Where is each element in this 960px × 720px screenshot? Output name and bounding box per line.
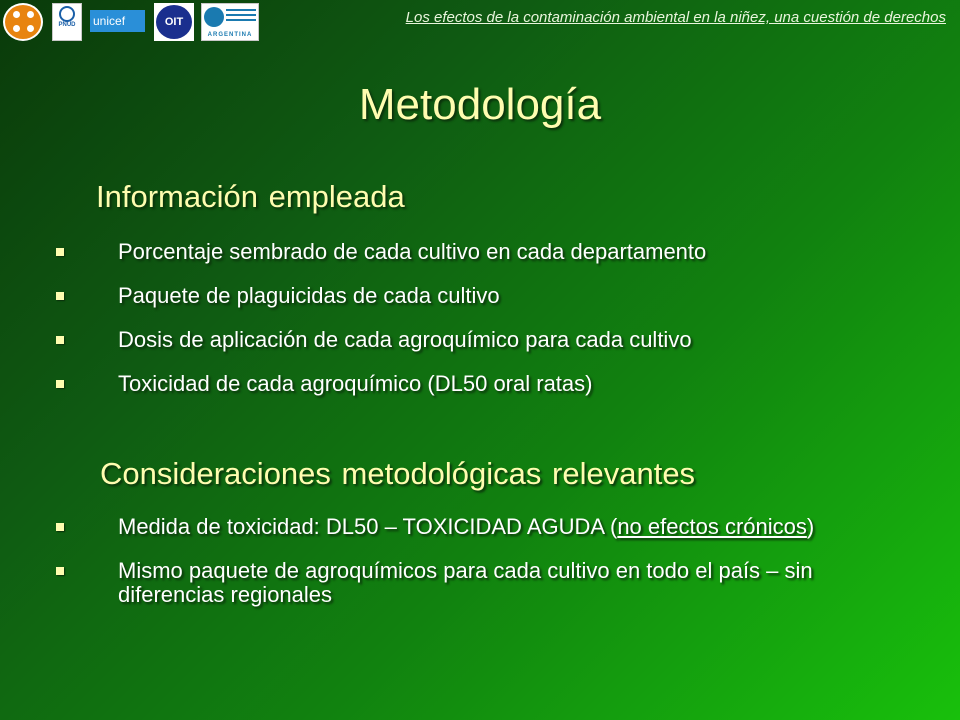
bullet-square-icon [56,248,64,256]
unicef-logo-text: unicef [93,14,126,28]
header-link[interactable]: Los efectos de la contaminación ambiental en la niñez, una cuestión de derechos [405,9,946,26]
oit-logo-text: OIT [156,5,192,39]
considerations-list [0,515,900,627]
list-item-text: Toxicidad de cada agroquímico (DL50 oral ratas) [118,371,593,396]
pnud-logo-icon [52,3,82,41]
section-heading-consideraciones: Consideraciones metodológicas relevantes [100,456,696,491]
list-item [0,515,858,539]
bullet-square-icon [56,567,64,575]
unicef-logo-icon [90,10,145,32]
ops-logo-country: ARGENTINA [207,32,253,38]
bullet-square-icon [56,523,64,531]
ops-logo-icon [201,3,259,41]
list-item-text: Dosis de aplicación de cada agroquímico para cada cultivo [118,327,692,352]
bullet-square-icon [56,336,64,344]
list-item [0,240,900,264]
info-list [0,240,900,416]
list-item-text: Porcentaje sembrado de cada cultivo en cada departamento [118,239,707,264]
bullet-square-icon [56,292,64,300]
list-item [0,328,900,352]
page-title: Metodología [358,80,602,129]
pnud-logo-text: PNUD [58,22,76,28]
list-item-text: Mismo paquete de agroquímicos para cada cultivo en todo el país – sin diferencias regionales [118,558,813,607]
list-item [0,372,900,396]
children-logo-icon [3,3,43,41]
list-item-text: Paquete de plaguicidas de cada cultivo [118,283,500,308]
oit-logo-icon [154,3,194,41]
list-item [0,559,858,607]
no-efectos-cronicos-text: no efectos crónicos [617,514,807,539]
list-item-text-prefix: Medida de toxicidad: DL50 – TOXICIDAD AGUDA ( [118,514,618,539]
list-item [0,284,900,308]
list-item-text-suffix: ) [806,514,815,539]
section-heading-informacion: Información empleada [96,179,405,214]
bullet-square-icon [56,380,64,388]
